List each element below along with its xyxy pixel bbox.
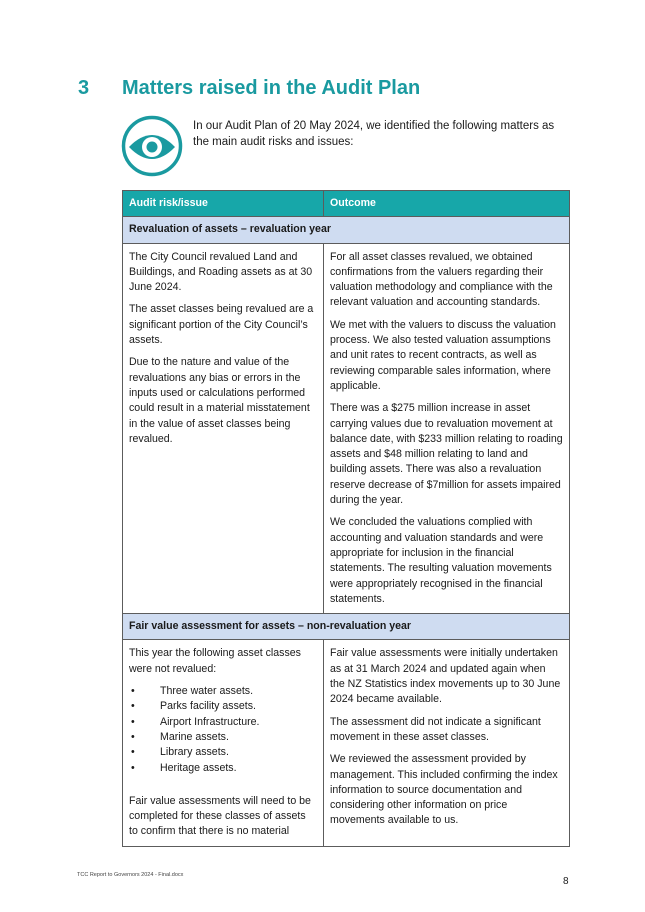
list-item: • Marine assets. <box>129 730 317 745</box>
list-item: • Airport Infrastructure. <box>129 715 317 730</box>
section-heading <box>78 77 420 100</box>
section-title: Matters raised in the Audit Plan <box>122 77 421 99</box>
header-outcome: Outcome <box>324 191 570 217</box>
table-row <box>123 243 570 614</box>
section-number: 3 <box>78 77 90 99</box>
section-row <box>123 614 570 640</box>
outcome-paragraph: Fair value assessments were initially undertaken as at 31 March 2024 and updated again when the NZ Statistics index movements up to 30 June 2024 became available. <box>330 647 561 706</box>
risk-cell <box>123 640 324 846</box>
eye-icon <box>121 115 183 177</box>
outcome-paragraph: For all asset classes revalued, we obtained confirmations from the valuers regarding their valuation methodology and compliance with the relevant valuation and accounting standards. <box>330 250 553 309</box>
list-item: • Three water assets. <box>129 684 317 699</box>
list-item: • Parks facility assets. <box>129 699 317 714</box>
risk-paragraph: Due to the nature and value of the revaluations any bias or errors in the inputs used or calculations performed could result in a material misstatement in the value of asset classes being revalued. <box>129 356 310 445</box>
section-row <box>123 217 570 243</box>
outcome-cell <box>324 640 570 846</box>
section-title-fair-value: Fair value assessment for assets – non-revaluation year <box>123 614 570 640</box>
risk-intro: This year the following asset classes were not revalued: <box>129 647 301 675</box>
footer-filename: TCC Report to Governors 2024 - Final.docx <box>77 872 184 878</box>
list-item: • Heritage assets. <box>129 761 317 776</box>
asset-class-list <box>129 684 317 776</box>
intro-text: In our Audit Plan of 20 May 2024, we identified the following matters as the main audit risks and issues: <box>193 120 555 148</box>
outcome-paragraph: We concluded the valuations complied with accounting and valuation standards and were appropriate for inclusion in the financial statements. The resulting valuation movements were appropriately recognised in the financial statements. <box>330 516 552 605</box>
outcome-paragraph: We reviewed the assessment provided by management. This included confirming the index information to source documentation and considering other information on price movements available to us. <box>330 753 558 827</box>
risk-paragraph: The City Council revalued Land and Buildings, and Roading assets as at 30 June 2024. <box>129 250 313 294</box>
audit-risk-table <box>122 190 570 847</box>
table-header-row <box>123 191 570 217</box>
outcome-cell <box>324 243 570 614</box>
outcome-paragraph: The assessment did not indicate a significant movement in these asset classes. <box>330 715 541 743</box>
outcome-paragraph: There was a $275 million increase in asset carrying values due to revaluation movement at balance date, with $233 million relating to roading assets and $48 million relating to land and building assets. There was also a revaluation reserve decrease of $7million for assets impaired during the year. <box>330 402 563 507</box>
outcome-paragraph: We met with the valuers to discuss the valuation process. We also tested valuation assumptions and unit rates to recent contracts, as well as reviewing comparable sales information, where applicable. <box>330 318 556 392</box>
risk-cell <box>123 243 324 614</box>
list-item: • Library assets. <box>129 745 317 760</box>
table-row <box>123 640 570 846</box>
page-number: 8 <box>563 876 569 887</box>
risk-paragraph: The asset classes being revalued are a significant portion of the City Council’s assets. <box>129 303 314 347</box>
risk-outro: Fair value assessments will need to be completed for these classes of assets to confirm that there is no material <box>129 794 311 838</box>
section-title-revaluation: Revaluation of assets – revaluation year <box>123 217 570 243</box>
header-audit-risk: Audit risk/issue <box>123 191 324 217</box>
